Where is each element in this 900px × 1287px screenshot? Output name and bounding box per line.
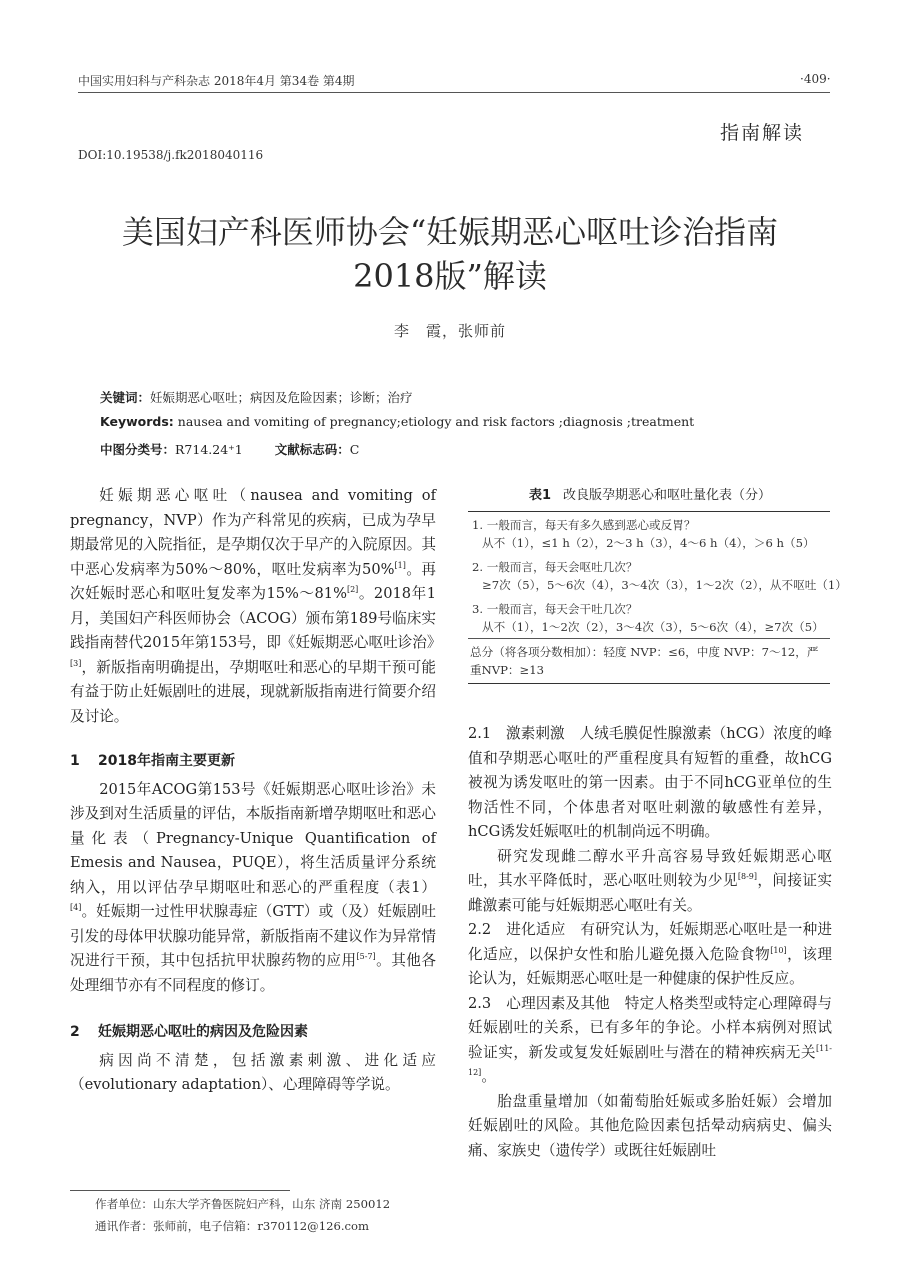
section-2-3-paragraph: 2.3 心理因素及其他 特定人格类型或特定心理障碍与妊娠剧吐的关系，已有多年的争论。小样本病例对照试验证实，新发或复发妊娠剧吐与潜在的精神疾病无关[11-12]。: [468, 994, 832, 1085]
citation: [5-7]: [356, 952, 376, 962]
section-2-3-heading: 2.3 心理因素及其他: [468, 994, 610, 1012]
citation: [10]: [770, 945, 787, 955]
keywords-cn-text: 妊娠期恶心呕吐；病因及危险因素；诊断；治疗: [150, 390, 413, 405]
right-column: [468, 722, 832, 1163]
journal-header: 中国实用妇科与产科杂志 2018年4月 第34卷 第4期: [78, 74, 355, 88]
section-2-1-paragraph-2: 研究发现雌二醇水平升高容易导致妊娠期恶心呕吐，其水平降低时，恶心呕吐则较为少见[8-9]，间接证实雌激素可能与妊娠期恶心呕吐有关。: [468, 847, 832, 914]
correspondence: 通讯作者：张师前，电子信箱：r370112@126.com: [95, 1219, 369, 1233]
citation: [3]: [70, 658, 82, 668]
author-affiliation: 作者单位：山东大学齐鲁医院妇产科，山东 济南 250012: [95, 1197, 391, 1211]
citation: [1]: [394, 560, 406, 570]
classification: [100, 440, 359, 458]
citation: [4]: [70, 903, 82, 913]
table-question: 3. 一般而言，每天会干吐几次？: [472, 602, 638, 616]
doc-code-label: 文献标志码：: [274, 442, 350, 457]
keywords-en-label: Keywords:: [100, 414, 174, 429]
table-question: 2. 一般而言，每天会呕吐几次？: [472, 560, 638, 574]
doc-code: C: [349, 442, 360, 457]
table-label: 表1: [528, 488, 552, 503]
clc-label: 中图分类号：: [100, 442, 176, 457]
section-2-heading: 2 妊娠期恶心呕吐的病因及危险因素: [70, 1024, 308, 1040]
header-rule: [78, 92, 830, 93]
section-2-paragraph: 病因尚不清楚，包括激素刺激、进化适应（evolutionary adaptation）、心理障碍等学说。: [70, 1051, 436, 1093]
section-2-2-paragraph: 2.2 进化适应 有研究认为，妊娠期恶心呕吐是一种进化适应，以保护女性和胎儿避免摄入危险食物[10]，该理论认为，妊娠期恶心呕吐是一种健康的保护性反应。: [468, 921, 832, 987]
intro-paragraph: 妊娠期恶心呕吐（nausea and vomiting of pregnancy，NVP）作为产科常见的疾病，已成为孕早期最常见的入院指征，是孕期仅次于早产的入院原因。其中恶心发病率为50%～80%，呕吐发病率为50%[1]。再次妊娠时恶心和呕吐复发率为15%～81%[2]。2018年1月，美国妇产科医师协会（ACOG）颁布第189号临床实践指南替代2015年第153号，即《妊娠期恶心呕吐诊治》[3]，新版指南明确提出，孕期呕吐和恶心的早期干预可能有益于防止妊娠剧吐的进展，现就新版指南进行简要介绍及讨论。: [70, 487, 442, 725]
column-tag: 指南解读: [720, 122, 805, 144]
section-1-paragraph: 2015年ACOG第153号《妊娠期恶心呕吐诊治》未涉及到对生活质量的评估，本版指南新增孕期呕吐和恶心量化表（Pregnancy-Unique Quantification of Emesis and Nausea，PUQE），将生活质量评分系统纳入，用以评估孕早期呕吐和恶心的严重程度（表1）[4]。妊娠期一过性甲状腺毒症（GTT）或（及）妊娠剧吐引发的母体甲状腺功能异常，新版指南不建议作为异常情况进行干预，其中包括抗甲状腺药物的应用[5-7]。其他各处理细节亦有不同程度的修订。: [70, 780, 436, 994]
page-number: ·409·: [800, 72, 831, 86]
table-1: [468, 511, 847, 684]
table-answer: ≥7次（5），5～6次（4），3～4次（3），1～2次（2），从不呕吐（1）: [482, 578, 847, 592]
table-caption-text: 改良版孕期恶心和呕吐量化表（分）: [563, 488, 772, 503]
table-answer: 从不（1），≤1 h（2），2～3 h（3），4～6 h（4），＞6 h（5）: [482, 536, 815, 550]
citation: [8-9]: [737, 872, 758, 882]
keywords-cn: [100, 388, 413, 406]
citation: [2]: [346, 585, 359, 595]
table-answer: 从不（1），1～2次（2），3～4次（3），5～6次（4），≥7次（5）: [482, 620, 824, 634]
keywords-en-text: nausea and vomiting of pregnancy;etiology and risk factors ;diagnosis ;treatment: [177, 414, 695, 429]
table-caption: [470, 484, 830, 503]
keywords-cn-label: 关键词：: [100, 390, 151, 405]
article-title: [60, 210, 840, 298]
keywords-en: [100, 414, 694, 429]
title-line-1: 美国妇产科医师协会“妊娠期恶心呕吐诊治指南: [121, 213, 779, 251]
authors: 李 霞，张师前: [393, 322, 506, 340]
table-question: 1. 一般而言，每天有多久感到恶心或反胃？: [472, 518, 696, 532]
clc-code: R714.24⁺1: [175, 442, 243, 457]
footnote-rule: [70, 1190, 290, 1191]
title-line-2: 2018版”解读: [353, 257, 547, 295]
section-2-2-heading: 2.2 进化适应: [468, 921, 566, 938]
section-2-1-heading: 2.1 激素刺激: [468, 725, 565, 742]
section-2-3-paragraph-2: 胎盘重量增加（如葡萄胎妊娠或多胎妊娠）会增加妊娠剧吐的风险。其他危险因素包括晕动病病史、偏头痛、家族史（遗传学）或既往妊娠剧吐: [468, 1092, 832, 1159]
left-column: [70, 484, 442, 1098]
doi: DOI:10.19538/j.fk2018040116: [78, 148, 264, 162]
section-1-heading: 1 2018年指南主要更新: [70, 753, 235, 769]
table-total: 总分（将各项分数相加）：轻度 NVP：≤6，中度 NVP：7～12，严重NVP：≥13: [468, 638, 830, 683]
citation: [11-12]: [468, 1043, 832, 1078]
section-2-1-paragraph: 2.1 激素刺激 人绒毛膜促性腺激素（hCG）浓度的峰值和孕期恶心呕吐的严重程度具有短暂的重叠，故hCG被视为诱发呕吐的第一因素。由于不同hCG亚单位的生物活性不同，个体患者对呕吐刺激的敏感性有差异，hCG诱发妊娠呕吐的机制尚远不明确。: [468, 725, 832, 840]
